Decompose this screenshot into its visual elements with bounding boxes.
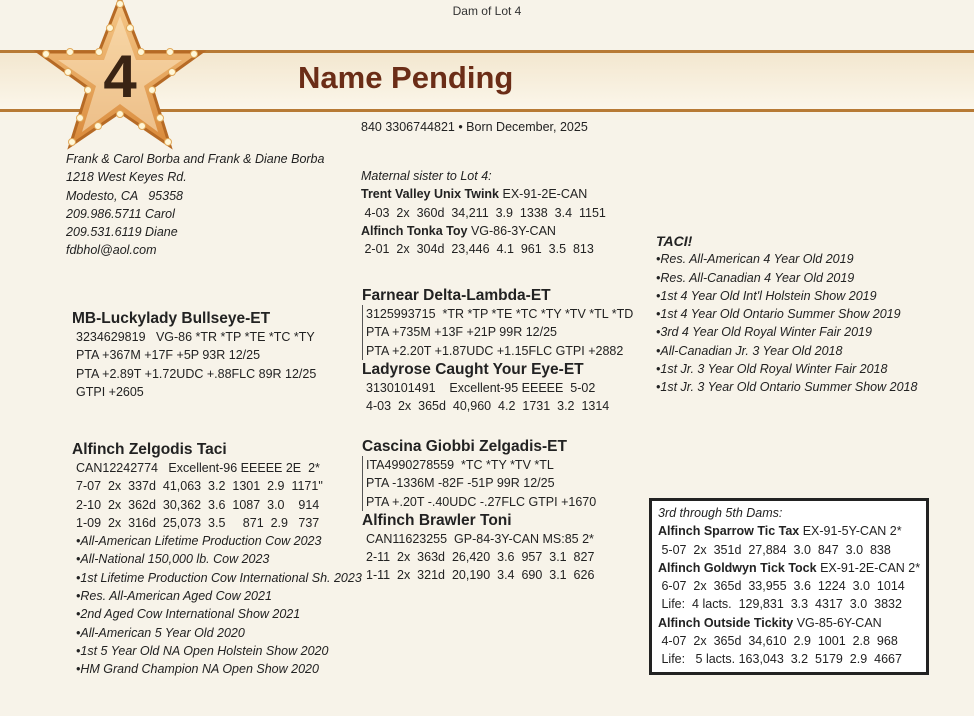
dam-entry-score: VG-85-6Y-CAN <box>793 615 882 630</box>
dam-dam-name: Alfinch Brawler Toni <box>362 511 512 529</box>
dam-honor: •Res. All-American Aged Cow 2021 <box>76 589 272 604</box>
maternal-sister-name: Trent Valley Unix Twink <box>361 187 500 202</box>
dam-entry-record: Life: 4 lacts. 129,831 3.3 4317 3.0 3832 <box>658 597 902 612</box>
taci-heading: TACI! <box>656 233 693 249</box>
maternal-sister-record: 2-01 2x 304d 23,446 4.1 961 3.5 813 <box>361 242 594 257</box>
dam-name: Alfinch Zelgodis Taci <box>72 441 227 458</box>
sire-line: PTA +367M +17F +5P 93R 12/25 <box>76 348 261 363</box>
taci-honor: •3rd 4 Year Old Royal Winter Fair 2019 <box>656 325 872 340</box>
dams-box-label: 3rd through 5th Dams: <box>658 506 783 520</box>
dam-honor: •All-American 5 Year Old 2020 <box>76 625 245 640</box>
dam-honor: •2nd Aged Cow International Show 2021 <box>76 607 301 622</box>
sire-line: PTA +2.89T +1.72UDC +.88FLC 89R 12/25 <box>76 366 317 381</box>
taci-honor: •Res. All-Canadian 4 Year Old 2019 <box>656 270 855 285</box>
maternal-sister-score: VG-86-3Y-CAN <box>467 223 556 238</box>
sire-dam-line: 3130101491 Excellent-95 EEEEE 5-02 <box>366 380 596 395</box>
dam-sire-line: PTA -1336M -82F -51P 99R 12/25 <box>366 476 555 491</box>
owner-info <box>66 150 324 260</box>
maternal-sister-name: Alfinch Tonka Toy <box>361 223 468 238</box>
dams-box <box>649 498 929 675</box>
dam-entry-name: Alfinch Sparrow Tic Tax <box>658 524 800 539</box>
dam-line: CAN12242774 Excellent-96 EEEEE 2E 2* <box>76 461 320 475</box>
dam-dam-line: 2-11 2x 363d 26,420 3.6 957 3.1 827 <box>366 550 595 565</box>
registration-line: 840 3306744821 • Born December, 2025 <box>361 120 588 134</box>
dam-line: 7-07 2x 337d 41,063 3.2 1301 2.9 1171" <box>76 479 323 494</box>
page-title: Name Pending <box>298 60 514 95</box>
sire-sire-name: Farnear Delta-Lambda-ET <box>362 287 551 304</box>
dam-entry-score: EX-91-5Y-CAN 2* <box>799 524 902 539</box>
dam-honor: •All-National 150,000 lb. Cow 2023 <box>76 552 270 567</box>
sire-dam-name: Ladyrose Caught Your Eye-ET <box>362 360 584 378</box>
dam-honor: •1st Lifetime Production Cow International Sh. 2023 <box>76 570 362 585</box>
dam-honor: •All-American Lifetime Production Cow 2023 <box>76 534 322 549</box>
dam-honor: •HM Grand Champion NA Open Show 2020 <box>76 662 319 677</box>
dam-sire-line: ITA4990278559 *TC *TY *TV *TL <box>366 458 554 472</box>
owner-line: Modesto, CA 95358 <box>66 188 183 203</box>
dam-block <box>72 440 362 679</box>
owner-line: Frank & Carol Borba and Frank & Diane Borba <box>66 152 325 166</box>
maternal-label: Maternal sister to Lot 4: <box>361 169 492 183</box>
sire-dam-line: 4-03 2x 365d 40,960 4.2 1731 3.2 1314 <box>366 399 610 414</box>
dam-entry-name: Alfinch Goldwyn Tick Tock <box>658 560 817 575</box>
taci-honor: •1st 4 Year Old Ontario Summer Show 2019 <box>656 307 901 322</box>
taci-honor: •Res. All-American 4 Year Old 2019 <box>656 252 854 267</box>
owner-email: fdbhol@aol.com <box>66 243 157 258</box>
maternal-sister-score: EX-91-2E-CAN <box>499 187 588 202</box>
dam-sire-name: Cascina Giobbi Zelgadis-ET <box>362 438 567 455</box>
sire-sire-line: PTA +2.20T +1.87UDC +1.15FLC GTPI +2882 <box>366 343 624 358</box>
owner-line: 1218 West Keyes Rd. <box>66 170 187 185</box>
taci-honors <box>656 232 917 397</box>
sire-name: MB-Luckylady Bullseye-ET <box>72 310 271 327</box>
maternal-sister-record: 4-03 2x 360d 34,211 3.9 1338 3.4 1151 <box>361 205 606 220</box>
sire-sire-line: PTA +735M +13F +21P 99R 12/25 <box>366 325 557 340</box>
dam-line: 2-10 2x 362d 30,362 3.6 1087 3.0 914 <box>76 497 320 512</box>
dam-entry-score: EX-91-2E-CAN 2* <box>816 560 921 575</box>
taci-honor: •All-Canadian Jr. 3 Year Old 2018 <box>656 343 843 358</box>
sire-pedigree-block <box>362 286 633 415</box>
dam-entry-record: 5-07 2x 351d 27,884 3.0 847 3.0 838 <box>658 542 891 557</box>
dam-entry-name: Alfinch Outside Tickity <box>658 615 794 630</box>
taci-honor: •1st Jr. 3 Year Old Royal Winter Fair 2018 <box>656 362 888 377</box>
dam-entry-record: 6-07 2x 365d 33,955 3.6 1224 3.0 1014 <box>658 579 905 594</box>
sire-line: 3234629819 VG-86 *TR *TP *TE *TC *TY <box>76 330 315 344</box>
page-caption: Dam of Lot 4 <box>452 4 522 18</box>
dam-entry-record: 4-07 2x 365d 34,610 2.9 1001 2.8 968 <box>658 634 898 649</box>
lot-number: 4 <box>103 43 137 110</box>
dam-dam-line: 1-11 2x 321d 20,190 3.4 690 3.1 626 <box>366 568 595 583</box>
owner-line: 209.531.6119 Diane <box>66 225 178 240</box>
dam-line: 1-09 2x 316d 25,073 3.5 871 2.9 737 <box>76 515 320 530</box>
sire-line: GTPI +2605 <box>76 384 144 399</box>
dam-sire-line: PTA +.20T -.40UDC -.27FLC GTPI +1670 <box>366 494 597 509</box>
maternal-sister-block <box>361 167 606 258</box>
dam-pedigree-block <box>362 437 596 585</box>
taci-honor: •1st 4 Year Old Int'l Holstein Show 2019 <box>656 288 877 303</box>
sire-block <box>72 309 316 401</box>
owner-line: 209.986.5711 Carol <box>66 206 175 221</box>
dam-honor: •1st 5 Year Old NA Open Holstein Show 2020 <box>76 643 329 658</box>
taci-honor: •1st Jr. 3 Year Old Ontario Summer Show 2018 <box>656 380 918 395</box>
dam-entry-record: Life: 5 lacts. 163,043 3.2 5179 2.9 4667 <box>658 652 902 667</box>
sire-sire-line: 3125993715 *TR *TP *TE *TC *TY *TV *TL *TD <box>366 307 634 321</box>
dam-dam-line: CAN11623255 GP-84-3Y-CAN MS:85 2* <box>366 531 594 546</box>
